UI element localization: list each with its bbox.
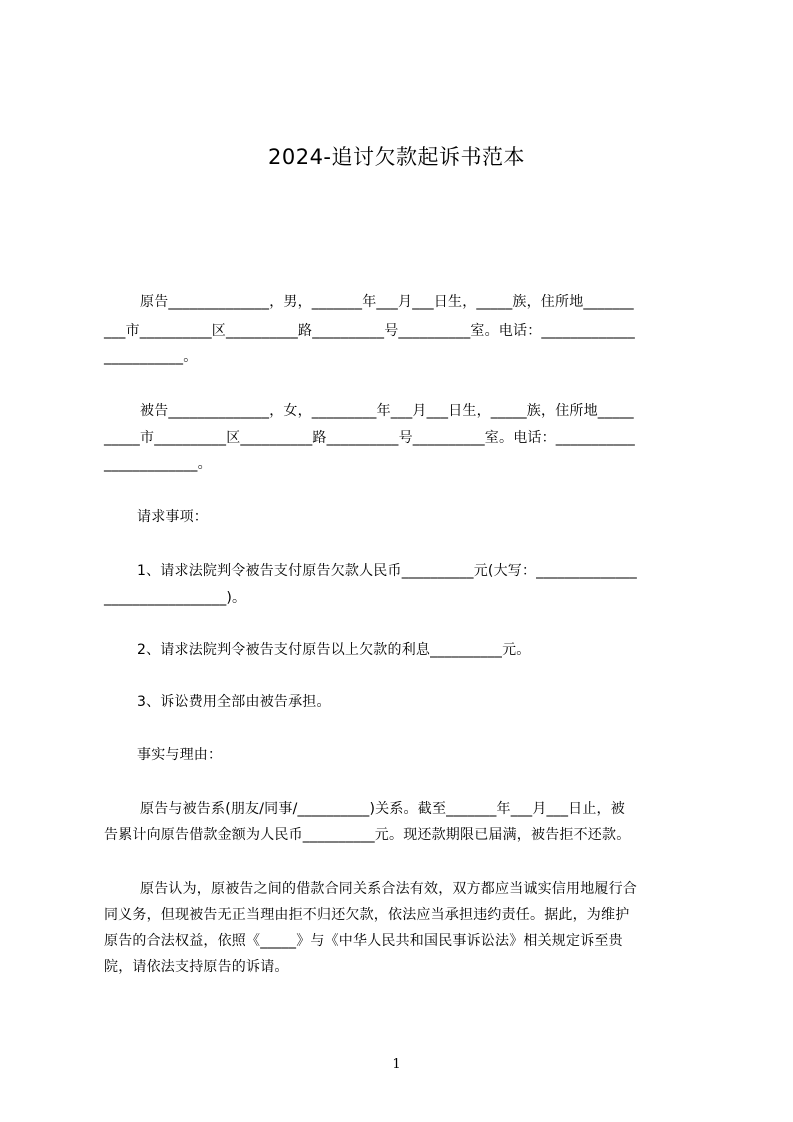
plaintiff-line-3: ___________。: [104, 349, 198, 365]
page-number: 1: [392, 1057, 401, 1072]
facts-para-2-line-2: 同义务，但现被告无正当理由拒不归还欠款，依法应当承担违约责任。据此，为维护: [104, 907, 630, 923]
defendant-line-1: 被告______________，女，_________年___月___日生，_____族，住所地_____: [140, 403, 634, 419]
facts-para-1-line-1: 原告与被告系(朋友/同事/__________)关系。截至_______年___月___日止，被: [140, 801, 625, 817]
claim-item-1-line-1: 1、请求法院判令被告支付原告欠款人民币__________元(大写：______________: [137, 563, 637, 579]
facts-para-2-line-4: 院，请依法支持原告的诉请。: [104, 959, 289, 975]
claim-item-3: 3、诉讼费用全部由被告承担。: [137, 694, 331, 710]
defendant-line-2: _____市__________区__________路__________号__________室。电话：___________: [104, 430, 635, 446]
facts-para-1-line-2: 告累计向原告借款金额为人民币__________元。现还款期限已届满，被告拒不还款。: [104, 827, 631, 843]
facts-heading: 事实与理由：: [137, 747, 223, 763]
plaintiff-line-1: 原告______________，男，_______年___月___日生，_____族，住所地_______: [140, 294, 634, 310]
defendant-line-3: _____________。: [104, 456, 212, 472]
claim-item-1-line-2: _________________)。: [104, 590, 247, 606]
claim-item-2: 2、请求法院判令被告支付原告以上欠款的利息__________元。: [137, 642, 531, 658]
facts-para-2-line-3: 原告的合法权益，依照《_____》与《中华人民共和国民事诉讼法》相关规定诉至贵: [104, 933, 623, 949]
claims-heading: 请求事项：: [137, 509, 208, 525]
document-title: 2024-追讨欠款起诉书范本: [267, 145, 526, 169]
facts-para-2-line-1: 原告认为，原被告之间的借款合同关系合法有效，双方都应当诚实信用地履行合: [140, 881, 637, 897]
plaintiff-line-2: ___市__________区__________路__________号__________室。电话：_____________: [104, 323, 635, 339]
